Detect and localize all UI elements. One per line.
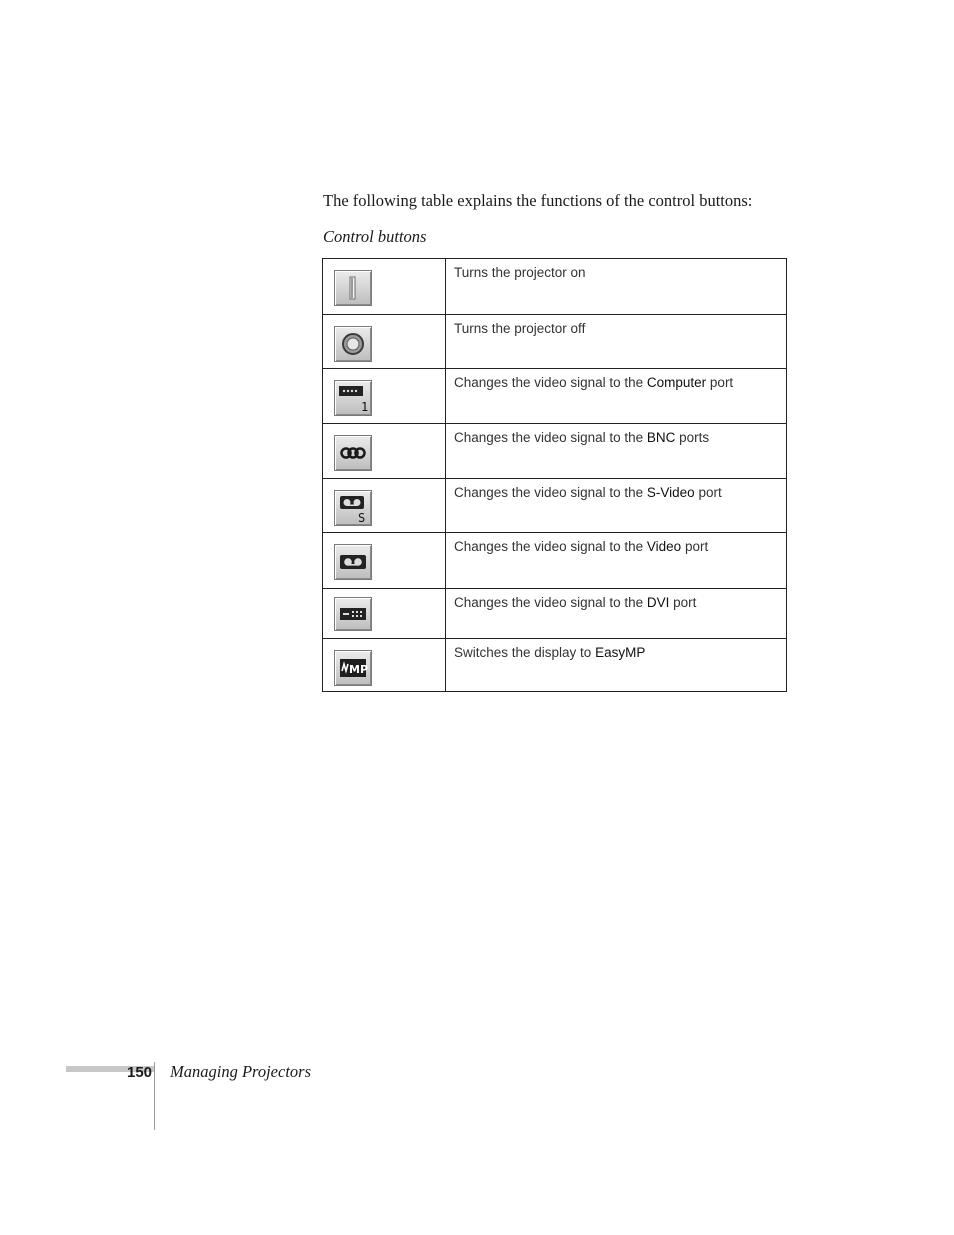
description-text: Turns the projector off [454, 321, 586, 336]
video-port-icon [334, 544, 372, 580]
description-text: Changes the video signal to the [454, 430, 647, 445]
icon-cell [323, 533, 446, 589]
description-text: Changes the video signal to the [454, 485, 647, 500]
s-video-port-icon [334, 490, 372, 526]
table-row [323, 315, 787, 369]
port-name: Video [646, 539, 682, 554]
easymp-icon [334, 650, 372, 686]
description-cell [446, 424, 787, 479]
description-suffix: port [706, 375, 734, 390]
port-name: S-Video [646, 485, 695, 500]
computer-badge-label: 1 [361, 400, 369, 414]
footer-rule [154, 1062, 155, 1130]
port-name: DVI [646, 595, 670, 610]
icon-cell [323, 424, 446, 479]
description-text: Changes the video signal to the [454, 375, 647, 390]
description-cell [446, 369, 787, 424]
intro-paragraph: The following table explains the functions of the control buttons: [323, 191, 753, 210]
table-row [323, 424, 787, 479]
table-row [323, 589, 787, 639]
description-cell [446, 533, 787, 589]
control-buttons-table [322, 258, 787, 692]
description-suffix: port [694, 485, 722, 500]
description-cell [446, 639, 787, 692]
description-text: Changes the video signal to the [454, 539, 647, 554]
icon-cell [323, 369, 446, 424]
table-row [323, 533, 787, 589]
icon-cell [323, 589, 446, 639]
table-row [323, 259, 787, 315]
power-off-icon [334, 326, 372, 362]
icon-cell [323, 259, 446, 315]
description-text: Turns the projector on [454, 265, 586, 280]
icon-cell [323, 315, 446, 369]
description-text: Changes the video signal to the [454, 595, 647, 610]
description-cell [446, 315, 787, 369]
computer-port-icon [334, 380, 372, 416]
dvi-port-icon [334, 597, 372, 631]
page-number: 150 [127, 1064, 153, 1081]
table-row [323, 369, 787, 424]
description-suffix: port [681, 539, 709, 554]
table-row [323, 479, 787, 533]
s-video-badge-label: S [358, 511, 366, 524]
easymp-logo-label: MP [349, 663, 368, 676]
description-suffix: ports [675, 430, 710, 445]
description-text: Switches the display to [454, 645, 596, 660]
mode-name: EasyMP [595, 645, 646, 660]
table-caption: Control buttons [323, 227, 427, 246]
icon-cell [323, 639, 446, 692]
power-on-icon [334, 270, 372, 306]
port-name: BNC [646, 430, 676, 445]
port-name: Computer [646, 375, 707, 390]
description-suffix: port [669, 595, 697, 610]
description-cell [446, 259, 787, 315]
bnc-port-icon [334, 435, 372, 471]
description-cell [446, 479, 787, 533]
icon-cell [323, 479, 446, 533]
description-cell [446, 589, 787, 639]
table-row [323, 639, 787, 692]
chapter-title: Managing Projectors [170, 1062, 311, 1081]
